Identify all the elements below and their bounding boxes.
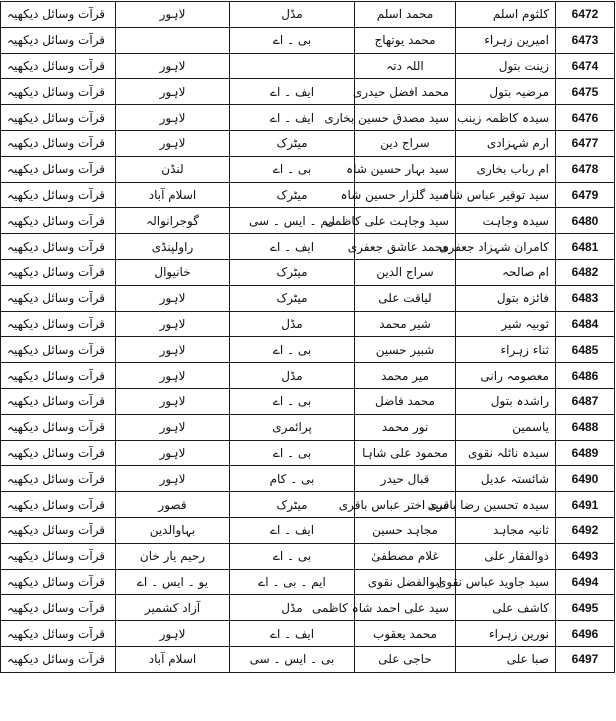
education-cell: میٹرک <box>230 492 355 518</box>
remark-cell: قرآت وسائل دیکھیہ <box>1 388 116 414</box>
education-cell: بی ۔ اے <box>230 388 355 414</box>
remark-cell: قرآت وسائل دیکھیہ <box>1 492 116 518</box>
father-name-cell: شبیر حسین <box>355 337 456 363</box>
city-cell: بہاوالدین <box>116 517 230 543</box>
table-row <box>1 208 615 234</box>
table-row <box>1 388 615 414</box>
education-cell: مڈل <box>230 311 355 337</box>
remark-cell: قرآت وسائل دیکھیہ <box>1 621 116 647</box>
remark-cell: قرآت وسائل دیکھیہ <box>1 414 116 440</box>
father-name-cell: محمد عاشق جعفری <box>355 234 456 260</box>
name-cell: ذوالفقار علی <box>456 543 556 569</box>
name-cell: سیدہ وجاہت <box>456 208 556 234</box>
education-cell: بی ۔ اے <box>230 337 355 363</box>
name-cell: شائستہ عدیل <box>456 466 556 492</box>
table-row <box>1 621 615 647</box>
city-cell: لاہور <box>116 130 230 156</box>
remark-cell: قرآت وسائل دیکھیہ <box>1 156 116 182</box>
name-cell: سیدہ کاظمہ زینب <box>456 105 556 131</box>
name-cell: سید جاوید عباس نقوی <box>456 569 556 595</box>
education-cell: ایف ۔ اے <box>230 79 355 105</box>
education-cell: پرائمری <box>230 414 355 440</box>
city-cell: لاہور <box>116 285 230 311</box>
name-cell: امیرین زہراء <box>456 27 556 53</box>
name-cell: کامران شہزاد جعفری <box>456 234 556 260</box>
name-cell: معصومہ رانی <box>456 363 556 389</box>
serial-number-cell: 6478 <box>556 156 615 182</box>
city-cell: گوجرانوالہ <box>116 208 230 234</box>
table-row <box>1 27 615 53</box>
serial-number-cell: 6473 <box>556 27 615 53</box>
remark-cell: قرآت وسائل دیکھیہ <box>1 208 116 234</box>
remark-cell: قرآت وسائل دیکھیہ <box>1 311 116 337</box>
remark-cell: قرآت وسائل دیکھیہ <box>1 259 116 285</box>
education-cell: بی ۔ اے <box>230 543 355 569</box>
table-row <box>1 53 615 79</box>
serial-number-cell: 6493 <box>556 543 615 569</box>
remark-cell: قرآت وسائل دیکھیہ <box>1 2 116 28</box>
father-name-cell: محمد افضل حیدری <box>355 79 456 105</box>
city-cell: لاہور <box>116 337 230 363</box>
table-row <box>1 414 615 440</box>
city-cell: لاہور <box>116 388 230 414</box>
name-cell: ثانیہ مجاہد <box>456 517 556 543</box>
remark-cell: قرآت وسائل دیکھیہ <box>1 234 116 260</box>
serial-number-cell: 6489 <box>556 440 615 466</box>
registration-table <box>0 1 615 673</box>
education-cell: بی ۔ کام <box>230 466 355 492</box>
remark-cell: قرآت وسائل دیکھیہ <box>1 182 116 208</box>
serial-number-cell: 6476 <box>556 105 615 131</box>
education-cell: ایف ۔ اے <box>230 105 355 131</box>
remark-cell: قرآت وسائل دیکھیہ <box>1 79 116 105</box>
name-cell: کلثوم اسلم <box>456 2 556 28</box>
father-name-cell: لیاقت علی <box>355 285 456 311</box>
serial-number-cell: 6474 <box>556 53 615 79</box>
education-cell: مڈل <box>230 595 355 621</box>
remark-cell: قرآت وسائل دیکھیہ <box>1 517 116 543</box>
father-name-cell: اللہ دتہ <box>355 53 456 79</box>
table-row <box>1 130 615 156</box>
city-cell: قصور <box>116 492 230 518</box>
education-cell: ایف ۔ اے <box>230 234 355 260</box>
education-cell: ایم ۔ ایس ۔ سی <box>230 208 355 234</box>
city-cell: لاہور <box>116 440 230 466</box>
table-row <box>1 182 615 208</box>
father-name-cell: غلام مصطفیٰ <box>355 543 456 569</box>
education-cell: مڈل <box>230 363 355 389</box>
remark-cell: قرآت وسائل دیکھیہ <box>1 363 116 389</box>
table-row <box>1 234 615 260</box>
father-name-cell: سید مصدق حسین بخاری <box>355 105 456 131</box>
city-cell: لاہور <box>116 414 230 440</box>
remark-cell: قرآت وسائل دیکھیہ <box>1 105 116 131</box>
education-cell: ایف ۔ اے <box>230 621 355 647</box>
city-cell: راولپنڈی <box>116 234 230 260</box>
city-cell: رحیم یار خان <box>116 543 230 569</box>
city-cell: اسلام آباد <box>116 182 230 208</box>
table-body <box>1 2 615 673</box>
serial-number-cell: 6492 <box>556 517 615 543</box>
table-row <box>1 543 615 569</box>
name-cell: سید توقیر عباس شاہ <box>456 182 556 208</box>
father-name-cell: سید بہار حسین شاہ <box>355 156 456 182</box>
father-name-cell: قبال حیدر <box>355 466 456 492</box>
remark-cell: قرآت وسائل دیکھیہ <box>1 130 116 156</box>
education-cell: ایف ۔ اے <box>230 517 355 543</box>
serial-number-cell: 6477 <box>556 130 615 156</box>
father-name-cell: شیر محمد <box>355 311 456 337</box>
table-row <box>1 569 615 595</box>
name-cell: مرضیہ بتول <box>456 79 556 105</box>
education-cell: میٹرک <box>230 259 355 285</box>
table-row <box>1 440 615 466</box>
father-name-cell: محمود علی شاہا <box>355 440 456 466</box>
remark-cell: قرآت وسائل دیکھیہ <box>1 595 116 621</box>
serial-number-cell: 6475 <box>556 79 615 105</box>
table-row <box>1 517 615 543</box>
serial-number-cell: 6494 <box>556 569 615 595</box>
serial-number-cell: 6495 <box>556 595 615 621</box>
name-cell: ام رباب بخاری <box>456 156 556 182</box>
education-cell: بی ۔ ایس ۔ سی <box>230 646 355 672</box>
serial-number-cell: 6485 <box>556 337 615 363</box>
serial-number-cell: 6482 <box>556 259 615 285</box>
serial-number-cell: 6490 <box>556 466 615 492</box>
name-cell: ارم شہزادی <box>456 130 556 156</box>
table-row <box>1 156 615 182</box>
table-row <box>1 285 615 311</box>
table-row <box>1 646 615 672</box>
name-cell: ام صالحہ <box>456 259 556 285</box>
name-cell: ثوبیہ شیر <box>456 311 556 337</box>
city-cell: لاہور <box>116 79 230 105</box>
serial-number-cell: 6488 <box>556 414 615 440</box>
remark-cell: قرآت وسائل دیکھیہ <box>1 27 116 53</box>
father-name-cell: محمد یوتھاج <box>355 27 456 53</box>
name-cell: سیدہ تحسین رضا باقری <box>456 492 556 518</box>
table-row <box>1 2 615 28</box>
remark-cell: قرآت وسائل دیکھیہ <box>1 466 116 492</box>
city-cell: لاہور <box>116 311 230 337</box>
serial-number-cell: 6481 <box>556 234 615 260</box>
table-row <box>1 363 615 389</box>
serial-number-cell: 6483 <box>556 285 615 311</box>
remark-cell: قرآت وسائل دیکھیہ <box>1 337 116 363</box>
table-row <box>1 595 615 621</box>
remark-cell: قرآت وسائل دیکھیہ <box>1 543 116 569</box>
education-cell: میٹرک <box>230 182 355 208</box>
father-name-cell: ابوالفضل نقوی <box>355 569 456 595</box>
education-cell: میٹرک <box>230 130 355 156</box>
city-cell: لاہور <box>116 53 230 79</box>
serial-number-cell: 6479 <box>556 182 615 208</box>
serial-number-cell: 6484 <box>556 311 615 337</box>
father-name-cell: سید علی احمد شاہ کاظمی <box>355 595 456 621</box>
father-name-cell: محمد یعقوب <box>355 621 456 647</box>
table-row <box>1 311 615 337</box>
city-cell <box>116 27 230 53</box>
education-cell: بی ۔ اے <box>230 27 355 53</box>
education-cell: بی ۔ اے <box>230 440 355 466</box>
name-cell: ثناء زہراء <box>456 337 556 363</box>
name-cell: فائزہ بتول <box>456 285 556 311</box>
father-name-cell: سید وجاہت علی کاظمی <box>355 208 456 234</box>
city-cell: خانیوال <box>116 259 230 285</box>
remark-cell: قرآت وسائل دیکھیہ <box>1 285 116 311</box>
father-name-cell: سید گلزار حسین شاہ <box>355 182 456 208</box>
name-cell: سیدہ نائلہ نقوی <box>456 440 556 466</box>
serial-number-cell: 6472 <box>556 2 615 28</box>
serial-number-cell: 6486 <box>556 363 615 389</box>
remark-cell: قرآت وسائل دیکھیہ <box>1 646 116 672</box>
table-row <box>1 105 615 131</box>
education-cell: مڈل <box>230 2 355 28</box>
remark-cell: قرآت وسائل دیکھیہ <box>1 440 116 466</box>
father-name-cell: سید اختر عباس باقری <box>355 492 456 518</box>
education-cell: بی ۔ اے <box>230 156 355 182</box>
father-name-cell: نور محمد <box>355 414 456 440</box>
table-row <box>1 337 615 363</box>
education-cell: ایم ۔ بی ۔ اے <box>230 569 355 595</box>
name-cell: یاسمین <box>456 414 556 440</box>
city-cell: لاہور <box>116 2 230 28</box>
serial-number-cell: 6496 <box>556 621 615 647</box>
table-row <box>1 492 615 518</box>
name-cell: نورین زہراء <box>456 621 556 647</box>
education-cell: میٹرک <box>230 285 355 311</box>
city-cell: لاہور <box>116 621 230 647</box>
city-cell: آزاد کشمیر <box>116 595 230 621</box>
name-cell: کاشف علی <box>456 595 556 621</box>
serial-number-cell: 6480 <box>556 208 615 234</box>
serial-number-cell: 6487 <box>556 388 615 414</box>
name-cell: راشدہ بتول <box>456 388 556 414</box>
father-name-cell: سراج الدین <box>355 259 456 285</box>
table-row <box>1 79 615 105</box>
table-row <box>1 259 615 285</box>
remark-cell: قرآت وسائل دیکھیہ <box>1 569 116 595</box>
remark-cell: قرآت وسائل دیکھیہ <box>1 53 116 79</box>
table-row <box>1 466 615 492</box>
education-cell <box>230 53 355 79</box>
father-name-cell: محمد فاضل <box>355 388 456 414</box>
city-cell: اسلام آباد <box>116 646 230 672</box>
father-name-cell: حاجی علی <box>355 646 456 672</box>
city-cell: لاہور <box>116 466 230 492</box>
city-cell: لنڈن <box>116 156 230 182</box>
father-name-cell: مجاہد حسین <box>355 517 456 543</box>
serial-number-cell: 6491 <box>556 492 615 518</box>
name-cell: صبا علی <box>456 646 556 672</box>
name-cell: زینت بتول <box>456 53 556 79</box>
city-cell: یو ۔ ایس ۔ اے <box>116 569 230 595</box>
serial-number-cell: 6497 <box>556 646 615 672</box>
father-name-cell: میر محمد <box>355 363 456 389</box>
city-cell: لاہور <box>116 105 230 131</box>
father-name-cell: سراج دین <box>355 130 456 156</box>
city-cell: لاہور <box>116 363 230 389</box>
father-name-cell: محمد اسلم <box>355 2 456 28</box>
